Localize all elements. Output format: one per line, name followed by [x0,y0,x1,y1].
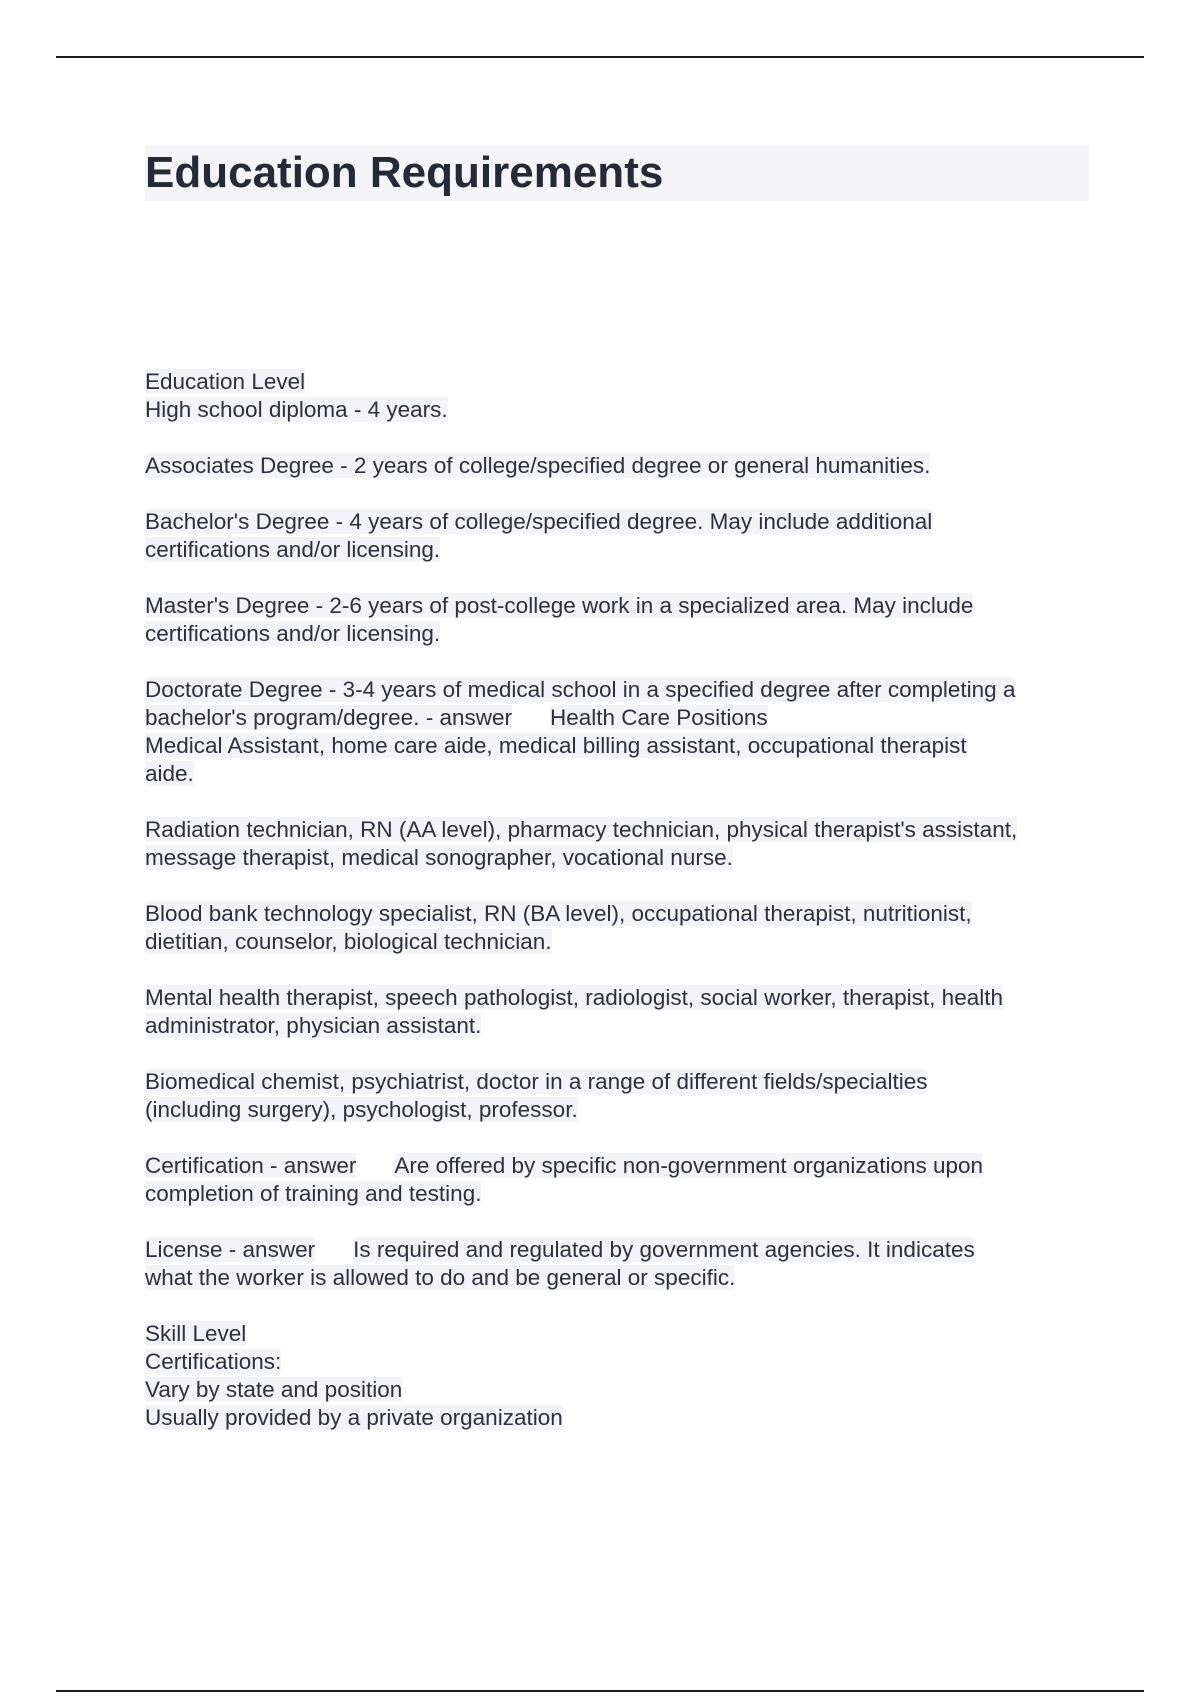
line-text: aide. [145,761,194,786]
page-title: Education Requirements [145,148,664,197]
line-text: Mental health therapist, speech pathologist, radiologist, social worker, therapist, health [145,985,1003,1010]
paragraph [145,984,1095,1040]
text-line [145,1068,1095,1096]
text-line [145,1376,1095,1404]
line-text: Biomedical chemist, psychiatrist, doctor in a range of different fields/specialties [145,1069,928,1094]
line-text: certifications and/or licensing. [145,621,441,646]
answer-text: Health Care Positions [549,705,768,730]
line-text: Skill Level [145,1321,247,1346]
text-line [145,1236,1095,1264]
line-text: dietitian, counselor, biological technician. [145,929,552,954]
line-text: Medical Assistant, home care aide, medical billing assistant, occupational therapist [145,733,967,758]
line-text: Bachelor's Degree - 4 years of college/specified degree. May include additional [145,509,933,534]
text-line [145,928,1095,956]
paragraph [145,452,1095,480]
text-line [145,1180,1095,1208]
paragraph [145,900,1095,956]
line-text: Associates Degree - 2 years of college/specified degree or general humanities. [145,453,931,478]
text-line [145,1152,1095,1180]
line-text: (including surgery), psychologist, professor. [145,1097,578,1122]
text-line [145,368,1095,396]
paragraph [145,1152,1095,1208]
text-line [145,1404,1095,1432]
answer-text: Are offered by specific non-government organizations upon [394,1153,984,1178]
line-text: Education Level [145,369,306,394]
line-text: message therapist, medical sonographer, vocational nurse. [145,845,733,870]
line-text: administrator, physician assistant. [145,1013,482,1038]
line-text: Certifications: [145,1349,282,1374]
text-line [145,704,1095,732]
line-text: Master's Degree - 2-6 years of post-college work in a specialized area. May include [145,593,974,618]
paragraph [145,368,1095,424]
text-line [145,816,1095,844]
paragraph [145,508,1095,564]
line-text: what the worker is allowed to do and be general or specific. [145,1265,736,1290]
line-text: certifications and/or licensing. [145,537,441,562]
line-text: High school diploma - 4 years. [145,397,448,422]
text-line [145,1012,1095,1040]
line-text: Blood bank technology specialist, RN (BA level), occupational therapist, nutritionist, [145,901,972,926]
line-text: Usually provided by a private organization [145,1405,563,1430]
text-line [145,620,1095,648]
text-line [145,452,1095,480]
line-text: Doctorate Degree - 3-4 years of medical school in a specified degree after completing a [145,677,1016,702]
paragraph [145,676,1095,788]
text-line [145,592,1095,620]
paragraph [145,1236,1095,1292]
text-line [145,900,1095,928]
line-text: License - answer [145,1237,316,1262]
text-line [145,760,1095,788]
line-text: completion of training and testing. [145,1181,482,1206]
paragraph [145,1320,1095,1432]
line-text: Radiation technician, RN (AA level), pharmacy technician, physical therapist's assistant, [145,817,1018,842]
answer-text: Is required and regulated by government agencies. It indicates [353,1237,975,1262]
text-line [145,676,1095,704]
line-text: bachelor's program/degree. - answer [145,705,512,730]
text-line [145,396,1095,424]
text-line [145,1096,1095,1124]
text-line [145,1320,1095,1348]
text-line [145,536,1095,564]
text-line [145,508,1095,536]
text-line [145,732,1095,760]
text-line [145,984,1095,1012]
header-rule [56,56,1144,58]
document-body [145,368,1095,1432]
paragraph [145,816,1095,872]
text-line [145,844,1095,872]
paragraph [145,1068,1095,1124]
line-text: Certification - answer [145,1153,357,1178]
line-text: Vary by state and position [145,1377,403,1402]
text-line [145,1348,1095,1376]
paragraph [145,592,1095,648]
footer-rule [56,1690,1144,1692]
text-line [145,1264,1095,1292]
